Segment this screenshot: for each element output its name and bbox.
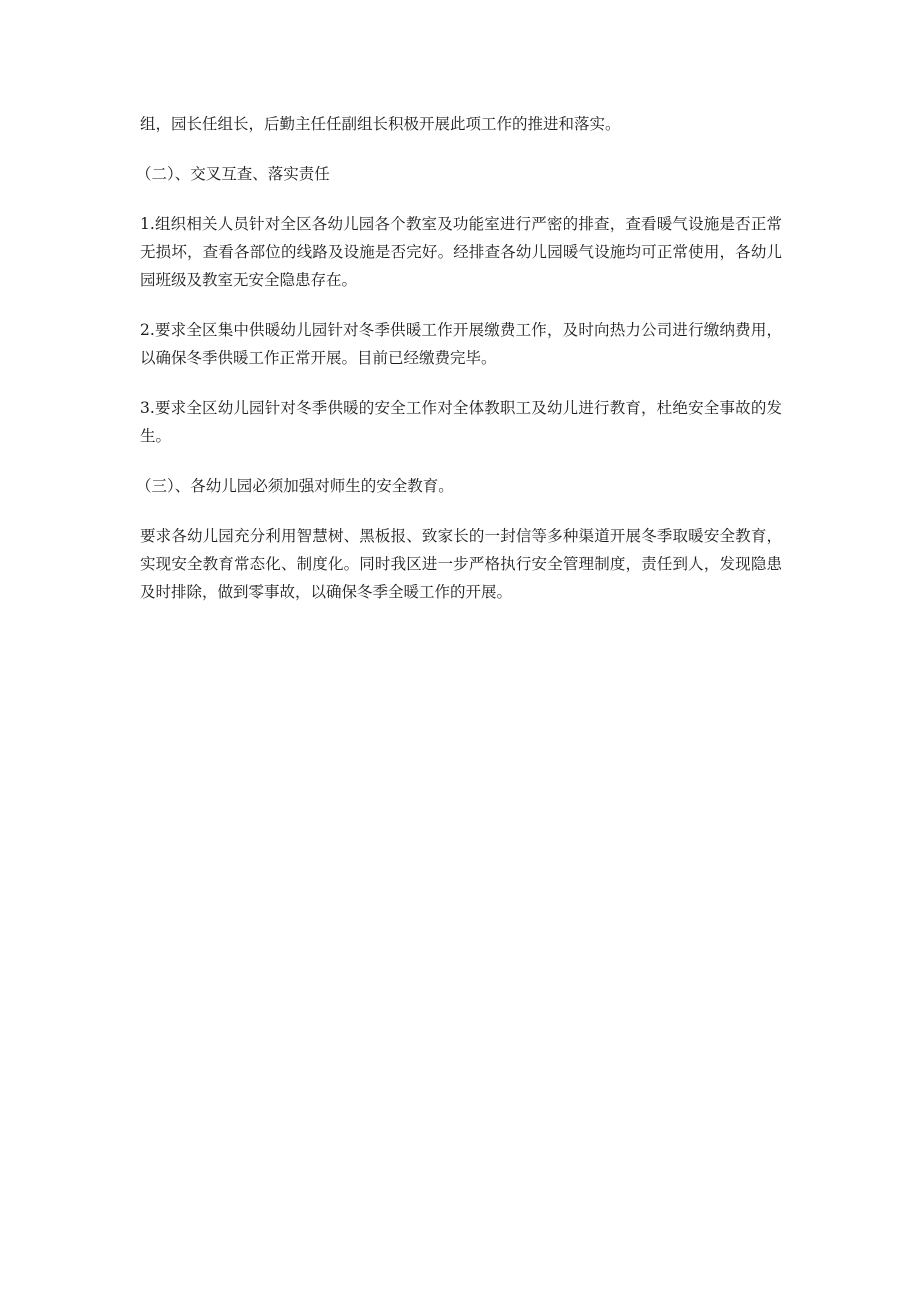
list-item-2: 2.要求全区集中供暖幼儿园针对冬季供暖工作开展缴费工作，及时向热力公司进行缴纳费用，以确保冬季供暖工作正常开展。目前已经缴费完毕。: [140, 321, 782, 367]
paragraph-safety-education: 要求各幼儿园充分利用智慧树、黑板报、致家长的一封信等多种渠道开展冬季取暖安全教育，实现安全教育常态化、制度化。同时我区进一步严格执行安全管理制度，责任到人，发现隐患及时排除，做到零事故，以确保冬季全暖工作的开展。: [140, 527, 782, 601]
list-item-3: 3.要求全区幼儿园针对冬季供暖的安全工作对全体教职工及幼儿进行教育，杜绝安全事故的发生。: [140, 399, 782, 445]
paragraph-continuation: 组，园长任组长，后勤主任任副组长积极开展此项工作的推进和落实。: [140, 115, 621, 133]
list-item-1: 1.组织相关人员针对全区各幼儿园各个教室及功能室进行严密的排查，查看暖气设施是否正常无损坏，查看各部位的线路及设施是否完好。经排查各幼儿园暖气设施均可正常使用，各幼儿园班级及教室无安全隐患存在。: [140, 215, 782, 289]
document-body: [136, 110, 782, 628]
section-heading-2: （二）、交叉互查、落实责任: [136, 165, 330, 183]
section-heading-3: （三）、各幼儿园必须加强对师生的安全教育。: [136, 477, 454, 495]
